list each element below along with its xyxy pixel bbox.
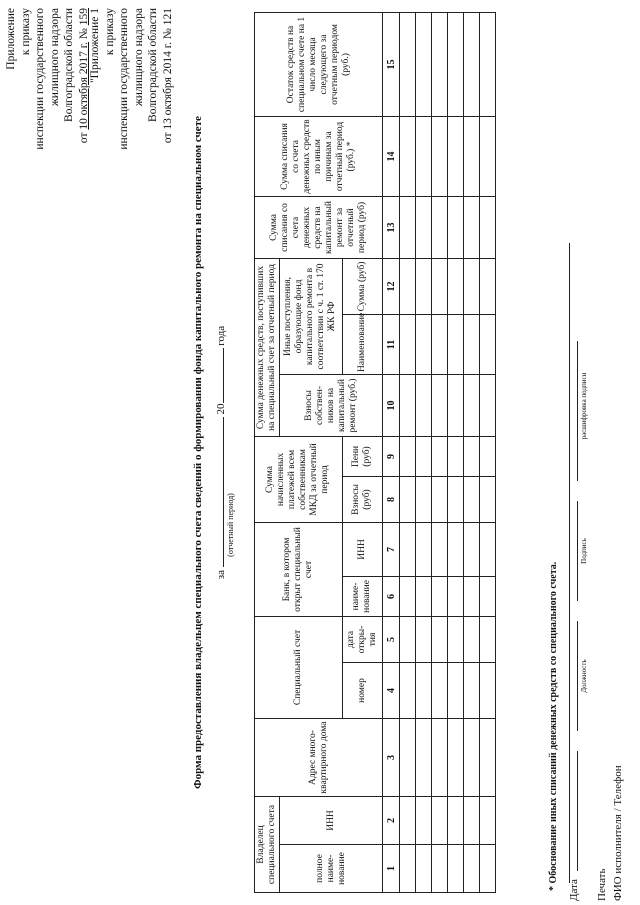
- table-cell[interactable]: [464, 258, 480, 314]
- table-cell[interactable]: [464, 796, 480, 844]
- table-cell[interactable]: [400, 796, 416, 844]
- reporting-period-line: за 20 года: [212, 0, 227, 905]
- other-writeoffs-note: [548, 243, 570, 891]
- column-number: 12: [383, 258, 400, 314]
- table-row: [464, 12, 480, 892]
- column-number: 14: [383, 116, 400, 196]
- table-cell[interactable]: [416, 662, 432, 718]
- original-appendix-header: [88, 8, 175, 150]
- table-row: [448, 12, 464, 892]
- written-off-repair-header: Сумма списания со счета денежных средств на капитальный ремонт за отчетный период (руб): [255, 196, 383, 258]
- table-cell[interactable]: [400, 314, 416, 374]
- appendix-line: инспекции государственного: [34, 8, 46, 150]
- table-cell[interactable]: [480, 616, 496, 662]
- column-number: 15: [383, 12, 400, 116]
- signature-block: [568, 372, 588, 901]
- table-cell[interactable]: [432, 314, 448, 374]
- bank-inn-header: ИНН: [342, 522, 382, 576]
- table-cell[interactable]: [416, 476, 432, 522]
- signature-field[interactable]: [577, 501, 578, 601]
- account-date-header: дата откры-тия: [342, 616, 382, 662]
- table-cell[interactable]: [448, 845, 464, 893]
- table-cell[interactable]: [400, 576, 416, 616]
- header-row: [255, 12, 280, 892]
- table-cell[interactable]: [432, 718, 448, 796]
- table-cell[interactable]: [448, 436, 464, 476]
- appendix-number: 159: [77, 8, 90, 26]
- table-cell[interactable]: [464, 476, 480, 522]
- table-cell[interactable]: [448, 12, 464, 116]
- account-number-header: номер: [342, 662, 382, 718]
- appendix-line: "Приложение 1: [89, 8, 101, 84]
- other-name-header: Наименование: [342, 314, 382, 374]
- table-cell[interactable]: [464, 522, 480, 576]
- table-cell[interactable]: [432, 796, 448, 844]
- column-number: 3: [383, 718, 400, 796]
- table-cell[interactable]: [464, 314, 480, 374]
- column-number: 10: [383, 374, 400, 436]
- owner-inn-header: ИНН: [280, 796, 383, 844]
- table-cell[interactable]: [464, 116, 480, 196]
- table-row: [416, 12, 432, 892]
- column-number: 5: [383, 616, 400, 662]
- table-cell[interactable]: [448, 476, 464, 522]
- appendix-line: жилищного надзора: [132, 8, 145, 107]
- table-cell[interactable]: [480, 662, 496, 718]
- appendix-line: инспекции государственного: [118, 8, 130, 150]
- table-cell[interactable]: [432, 616, 448, 662]
- table-cell[interactable]: [448, 662, 464, 718]
- column-number: 4: [383, 662, 400, 718]
- table-cell[interactable]: [416, 845, 432, 893]
- table-cell[interactable]: [432, 12, 448, 116]
- appendix-line: Волгоградской области: [63, 8, 75, 122]
- table-cell[interactable]: [432, 662, 448, 718]
- table-cell[interactable]: [416, 796, 432, 844]
- table-cell[interactable]: [400, 522, 416, 576]
- year-blank[interactable]: [212, 348, 224, 403]
- column-number: 11: [383, 314, 400, 374]
- charged-contrib-header: Взносы (руб): [342, 476, 382, 522]
- table-cell[interactable]: [416, 436, 432, 476]
- table-cell[interactable]: [448, 258, 464, 314]
- special-account-header: Специальный счет: [255, 616, 343, 718]
- balance-header: Остаток средств на специальном счете на 1 число месяца следующего за отчетным периодом (руб.): [255, 12, 383, 116]
- other-sum-header: Сумма (руб): [342, 258, 382, 314]
- note-line[interactable]: [569, 243, 570, 883]
- address-header: Адрес много-квартирного дома: [255, 718, 383, 796]
- table-cell[interactable]: [400, 258, 416, 314]
- written-off-other-header: Сумма списания со счета денежных средств по иным причинам за отчетный период (руб.) *: [255, 116, 383, 196]
- table-cell[interactable]: [464, 374, 480, 436]
- appendix-header: [4, 8, 91, 150]
- table-cell[interactable]: [448, 616, 464, 662]
- table-cell[interactable]: [432, 845, 448, 893]
- table-cell[interactable]: [464, 12, 480, 116]
- table-cell[interactable]: [400, 616, 416, 662]
- table-cell[interactable]: [416, 576, 432, 616]
- appendix-line: к приказу: [19, 8, 32, 56]
- table-cell[interactable]: [448, 314, 464, 374]
- appendix-line: от 13 октября 2014 г. № 121: [161, 8, 174, 144]
- table-cell[interactable]: [400, 116, 416, 196]
- table-cell[interactable]: [480, 796, 496, 844]
- table-cell[interactable]: [448, 796, 464, 844]
- table-cell[interactable]: [448, 522, 464, 576]
- position-field[interactable]: [577, 621, 578, 731]
- table-cell[interactable]: [480, 314, 496, 374]
- received-contrib-header: Взносы собствен-ников на капитальный ремонт (руб.): [280, 374, 383, 436]
- table-cell[interactable]: [416, 616, 432, 662]
- table-cell[interactable]: [432, 522, 448, 576]
- table-cell[interactable]: [448, 196, 464, 258]
- table-cell[interactable]: [432, 116, 448, 196]
- appendix-line: к приказу: [103, 8, 116, 56]
- owner-header: Владелец специального счета: [255, 796, 280, 892]
- column-number: 2: [383, 796, 400, 844]
- owner-name-header: полное наиме-нование: [280, 845, 383, 893]
- stamp-label: Печать: [596, 868, 608, 901]
- form-title: Форма предоставления владельцем специального счета сведений о формировании фонда капитального ремонта на специальном счете: [192, 116, 204, 789]
- column-number: 8: [383, 476, 400, 522]
- column-number: 6: [383, 576, 400, 616]
- table-cell[interactable]: [464, 845, 480, 893]
- table-cell[interactable]: [480, 436, 496, 476]
- other-income-header: Иные поступления, образующие фонд капитального ремонта в соответствии с ч. 1 ст. 170 ЖК РФ: [280, 258, 343, 374]
- column-number: 13: [383, 196, 400, 258]
- table-cell[interactable]: [448, 116, 464, 196]
- table-cell[interactable]: [448, 576, 464, 616]
- table-cell[interactable]: [464, 616, 480, 662]
- table-cell[interactable]: [480, 116, 496, 196]
- table-cell[interactable]: [400, 845, 416, 893]
- note-asterisk: *: [548, 886, 559, 891]
- column-number: 9: [383, 436, 400, 476]
- table-cell[interactable]: [464, 576, 480, 616]
- table-cell[interactable]: [400, 436, 416, 476]
- table-cell[interactable]: [432, 476, 448, 522]
- date-field[interactable]: [577, 751, 578, 871]
- note-label: Обоснование иных списаний денежных средств со специального счета.: [548, 561, 559, 884]
- charged-header: Сумма начисленных платежей всем собственникам МКД за отчетный период: [255, 436, 343, 522]
- table-cell[interactable]: [480, 576, 496, 616]
- table-cell[interactable]: [400, 374, 416, 436]
- table-cell[interactable]: [416, 196, 432, 258]
- period-hint: (отчетный период): [226, 493, 235, 557]
- table-cell[interactable]: [464, 718, 480, 796]
- signature-caption: Подпись: [580, 538, 588, 564]
- table-cell[interactable]: [480, 196, 496, 258]
- table-cell[interactable]: [480, 12, 496, 116]
- appendix-line: Приложение: [5, 8, 17, 70]
- table-cell[interactable]: [400, 476, 416, 522]
- table-row: [480, 12, 496, 892]
- table-row: [400, 12, 416, 892]
- date-label: Дата: [568, 879, 580, 901]
- executor-label: ФИО исполнителя / Телефон: [612, 765, 624, 901]
- table-cell[interactable]: [416, 116, 432, 196]
- table-cell[interactable]: [448, 374, 464, 436]
- bank-name-header: наиме-нование: [342, 576, 382, 616]
- table-cell[interactable]: [464, 436, 480, 476]
- table-cell[interactable]: [480, 374, 496, 436]
- table-cell[interactable]: [448, 718, 464, 796]
- table-cell[interactable]: [416, 522, 432, 576]
- charged-penalty-header: Пени (руб): [342, 436, 382, 476]
- table-cell[interactable]: [432, 576, 448, 616]
- table-cell[interactable]: [416, 258, 432, 314]
- position-caption: Должность: [580, 659, 588, 693]
- table-cell[interactable]: [400, 718, 416, 796]
- table-row: [432, 12, 448, 892]
- column-number: 7: [383, 522, 400, 576]
- column-numbers-row: [383, 12, 400, 892]
- appendix-date: 10 октября 2017 г.: [77, 41, 90, 130]
- table-cell[interactable]: [400, 662, 416, 718]
- appendix-line: Волгоградской области: [147, 8, 159, 122]
- table-cell[interactable]: [432, 258, 448, 314]
- table-cell[interactable]: [416, 374, 432, 436]
- table-cell[interactable]: [480, 476, 496, 522]
- table-cell[interactable]: [400, 196, 416, 258]
- table-cell[interactable]: [432, 374, 448, 436]
- table-cell[interactable]: [480, 522, 496, 576]
- report-table: [254, 12, 496, 893]
- table-cell[interactable]: [400, 12, 416, 116]
- table-cell[interactable]: [464, 196, 480, 258]
- decoding-field[interactable]: [577, 341, 578, 481]
- appendix-date-line: от 10 октября 2017 г. № 159: [77, 8, 90, 144]
- bank-header: Банк, в котором открыт специальный счет: [255, 522, 343, 616]
- table-cell[interactable]: [480, 258, 496, 314]
- table-cell[interactable]: [480, 718, 496, 796]
- decoding-caption: расшифровка подписи: [580, 372, 588, 440]
- column-number: 1: [383, 845, 400, 893]
- appendix-line: жилищного надзора: [48, 8, 61, 107]
- table-cell[interactable]: [480, 845, 496, 893]
- table-cell[interactable]: [432, 436, 448, 476]
- table-cell[interactable]: [432, 196, 448, 258]
- received-header: Сумма денежных средств, поступивших на специальный счет за отчетный период: [255, 258, 280, 436]
- table-cell[interactable]: [464, 662, 480, 718]
- period-blank[interactable]: [212, 417, 224, 567]
- table-cell[interactable]: [416, 314, 432, 374]
- table-cell[interactable]: [416, 12, 432, 116]
- table-cell[interactable]: [416, 718, 432, 796]
